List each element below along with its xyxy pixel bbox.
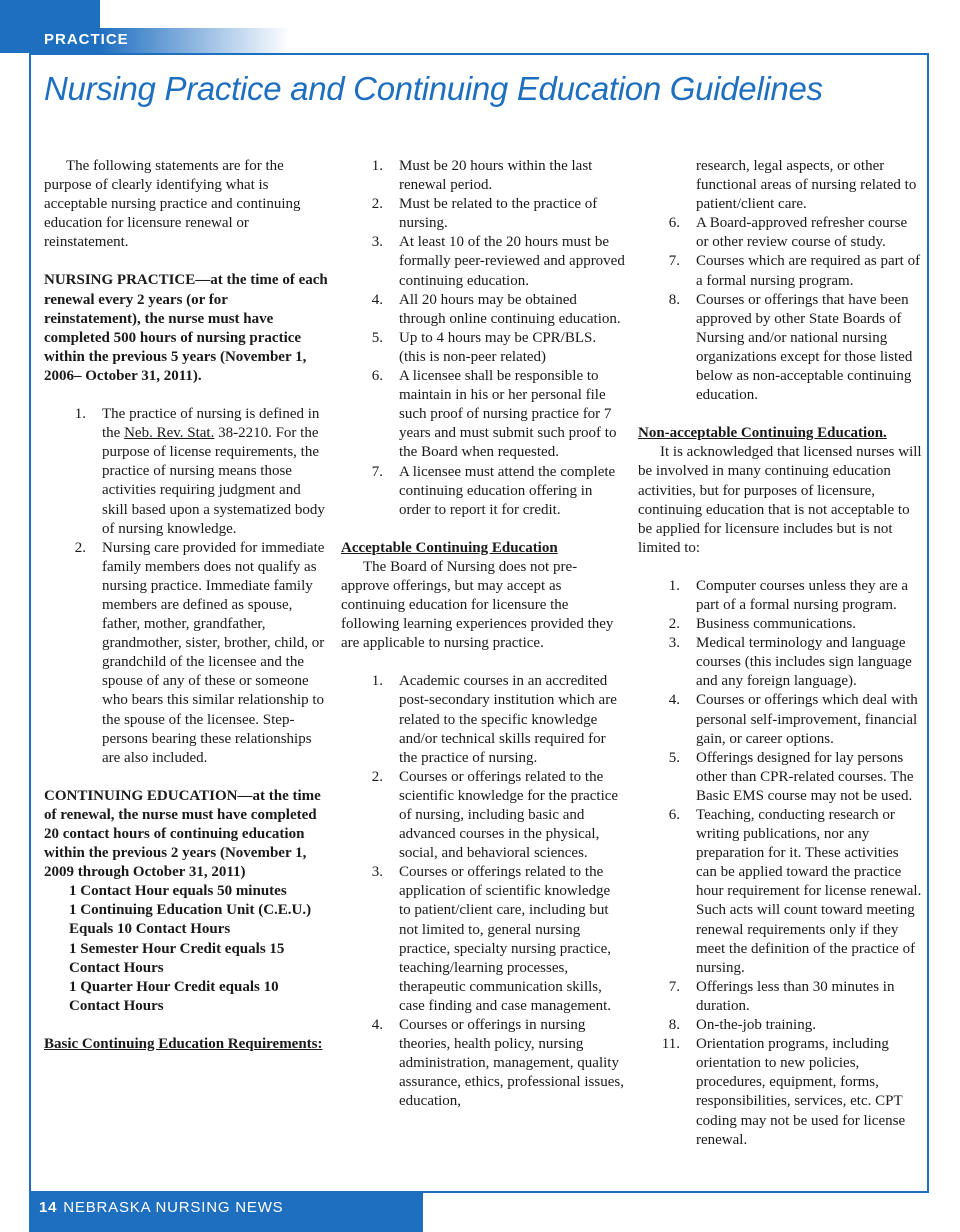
- acceptable-ce-intro: The Board of Nursing does not pre-approve offerings, but may accept as continuing education for licensure the following learning experiences provided they are applicable to nursing practice.: [341, 558, 614, 652]
- list-item: 8. On-the-job training.: [668, 1017, 816, 1034]
- hour-equivalents: [44, 882, 328, 1016]
- column-1: [44, 157, 328, 1054]
- list-item: 2. Nursing care provided for immediate family members does not qualify as nursing practice. Immediate family members are defined as spouse, father, mother, grandfather, grandmother, sister, brother, child, or grandchild of the licensee and the spouse of any of these or someone who bears this similar relationship to the spouse of the licensee. Step-persons bearing these relationships are also included.: [74, 539, 325, 766]
- nursing-practice-heading: NURSING PRACTICE—at the time of each renewal every 2 years (or for reinstatement), the nurse must have completed 500 hours of nursing practice within the previous 5 years (November 1, 2006– October 31, 2011).: [44, 272, 328, 384]
- list-item: 5. Offerings designed for lay persons other than CPR-related courses. The Basic EMS course may not be used.: [668, 749, 914, 804]
- section-label: PRACTICE: [44, 31, 129, 48]
- nursing-practice-list: [44, 405, 328, 768]
- acceptable-ce-list: [341, 672, 625, 1111]
- list-item: 6. A licensee shall be responsible to maintain in his or her personal file such proof of nursing practice for 7 years and must submit such proof to the Board when requested.: [371, 368, 617, 461]
- intro-paragraph: The following statements are for the purpose of clearly identifying what is acceptable nursing practice and continuing education for licensure renewal or reinstatement.: [44, 158, 301, 251]
- hour-equivalent: 1 Semester Hour Credit equals 15 Contact Hours: [69, 940, 285, 976]
- list-item: 2. Must be related to the practice of nursing.: [371, 196, 598, 232]
- page-number: 14: [39, 1199, 58, 1216]
- list-item: 6. Teaching, conducting research or writing publications, nor any preparation for it. These activities can be applied toward the practice hour requirement for license renewal. Such acts will count toward meeting renewal requirements only if they meet the definition of the practice of nursing.: [668, 807, 922, 976]
- list-item: 7. Offerings less than 30 minutes in duration.: [668, 978, 895, 1014]
- list-item: 4. Courses or offerings in nursing theories, health policy, nursing administration, management, quality assurance, ethics, professional issues, education,: [371, 1017, 624, 1110]
- basic-requirements-list: [341, 157, 625, 520]
- column-2: [341, 157, 625, 1112]
- non-acceptable-ce-intro: It is acknowledged that licensed nurses will be involved in many continuing education activities, but for purposes of licensure, continuing education that is not acceptable to be applied for licensure includes but is not limited to:: [638, 444, 922, 556]
- publication-name: NEBRASKA NURSING NEWS: [63, 1199, 284, 1216]
- hour-equivalent: 1 Quarter Hour Credit equals 10 Contact Hours: [69, 978, 279, 1014]
- continued-text: research, legal aspects, or other functional areas of nursing related to patient/client care.: [696, 158, 917, 213]
- acceptable-ce-list-continued: [638, 214, 922, 405]
- non-acceptable-ce-heading: Non-acceptable Continuing Education.: [638, 425, 887, 442]
- list-item: 7. Courses which are required as part of a formal nursing program.: [668, 253, 921, 289]
- list-item: 7. A licensee must attend the complete continuing education offering in order to report it for credit.: [371, 463, 616, 518]
- list-item: 1. Computer courses unless they are a part of a formal nursing program.: [668, 577, 909, 613]
- list-item: 3. Medical terminology and language courses (this includes sign language and any foreign language).: [668, 635, 912, 690]
- hour-equivalent: 1 Contact Hour equals 50 minutes: [69, 883, 287, 900]
- list-item: 3. Courses or offerings related to the application of scientific knowledge to patient/client care, including but not limited to, general nursing practice, specialty nursing practice, teaching/learning processes, therapeutic communication skills, case finding and case management.: [371, 864, 611, 1014]
- column-3: [638, 157, 922, 1150]
- list-item: 4. Courses or offerings which deal with personal self-improvement, financial gain, or career options.: [668, 692, 918, 747]
- acceptable-ce-heading: Acceptable Continuing Education: [341, 539, 558, 556]
- list-item: 2. Courses or offerings related to the scientific knowledge for the practice of nursing, including basic and advanced courses in the physical, social, and behavioral sciences.: [371, 768, 619, 862]
- list-item: 4. All 20 hours may be obtained through online continuing education.: [371, 291, 621, 327]
- list-item: 6. A Board-approved refresher course or other review course of study.: [668, 215, 908, 251]
- list-item: 5. Up to 4 hours may be CPR/BLS. (this is non-peer related): [371, 329, 597, 365]
- page-title: Nursing Practice and Continuing Education Guidelines: [44, 70, 823, 107]
- list-item: 1. Must be 20 hours within the last renewal period.: [371, 158, 593, 194]
- continuing-education-heading: CONTINUING EDUCATION—at the time of renewal, the nurse must have completed 20 contact hours of continuing education within the previous 2 years (November 1, 2009 through October 31, 2011): [44, 787, 321, 881]
- basic-requirements-heading: Basic Continuing Education Requirements:: [44, 1035, 323, 1052]
- footer: [39, 1199, 283, 1216]
- hour-equivalent: 1 Continuing Education Unit (C.E.U.) Equals 10 Contact Hours: [69, 902, 312, 938]
- list-item: 1. Academic courses in an accredited post-secondary institution which are related to the specific knowledge and/or technical skills required for the practice of nursing.: [371, 673, 617, 766]
- list-item: 1. The practice of nursing is defined in the Neb. Rev. Stat. 38-2210. For the purpose of license requirements, the practice of nursing means those activities requiring judgment and skill based upon a systematized body of nursing knowledge.: [74, 406, 325, 537]
- list-item: 11. Orientation programs, including orientation to new policies, procedures, equipment, forms, responsibilities, services, etc. CPT coding may not be used for license renewal.: [661, 1036, 906, 1148]
- list-item: 3. At least 10 of the 20 hours must be formally peer-reviewed and approved continuing education.: [371, 234, 625, 289]
- list-item: 8. Courses or offerings that have been approved by other State Boards of Nursing and/or national nursing organizations except for those listed below as non-acceptable continuing education.: [668, 291, 913, 404]
- statute-link[interactable]: Neb. Rev. Stat.: [124, 425, 215, 442]
- list-item: 2. Business communications.: [668, 616, 856, 633]
- non-acceptable-ce-list: [638, 577, 922, 1150]
